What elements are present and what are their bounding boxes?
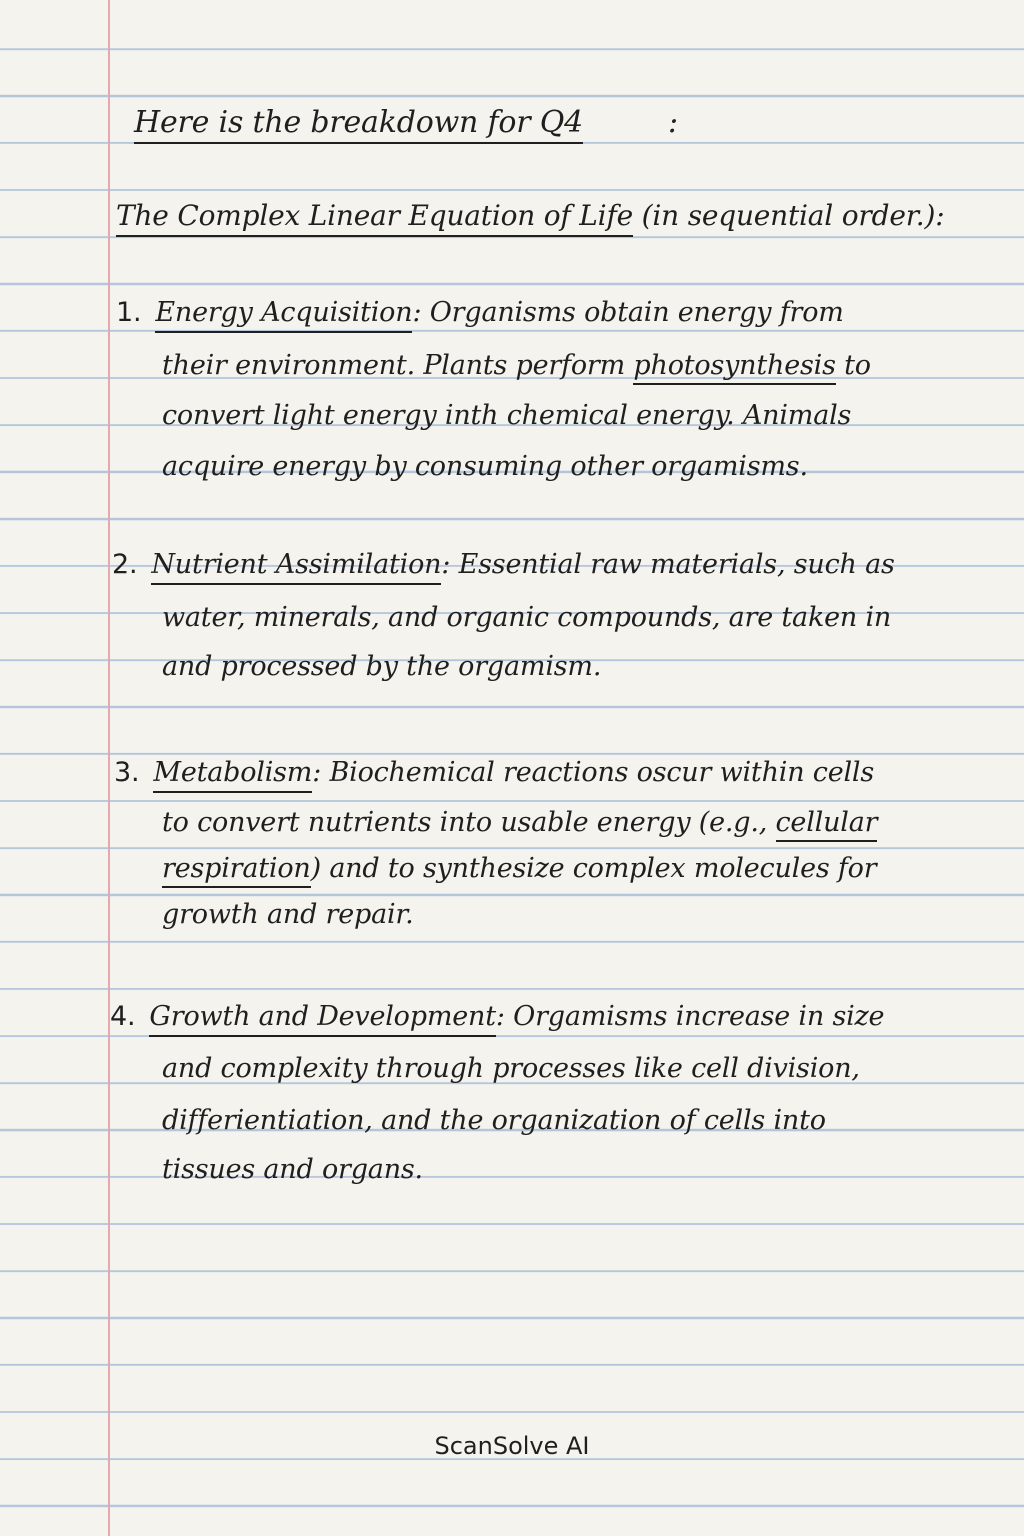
item-4-line-3: differientiation, and the organization of cells into xyxy=(162,1105,826,1136)
item-1-number: 1. xyxy=(116,297,142,328)
page-title-colon: : xyxy=(668,105,678,140)
item-3-highlight-a: cellular xyxy=(776,807,878,842)
item-1-line-2-before: their environment. Plants perform xyxy=(162,350,634,381)
margin-line xyxy=(108,0,110,1536)
section-subtitle xyxy=(116,199,944,233)
item-3-line-3 xyxy=(162,852,876,886)
item-2-text: Essential raw materials, such as xyxy=(450,549,895,580)
item-2-line-3: and processed by the orgamism. xyxy=(162,651,602,682)
item-4-number: 4. xyxy=(110,1001,136,1032)
item-1-line-2-after: to xyxy=(835,350,871,381)
item-1-highlight: photosynthesis xyxy=(633,350,835,385)
item-2-colon: : xyxy=(441,549,451,580)
item-4-line-2: and complexity through processes like cell division, xyxy=(162,1053,860,1084)
item-1-line-4: acquire energy by consuming other orgamisms. xyxy=(162,451,808,482)
page-title: Here is the breakdown for Q4 xyxy=(134,106,583,144)
item-3-number: 3. xyxy=(114,757,140,788)
item-2-number: 2. xyxy=(112,549,138,580)
item-3-text: Biochemical reactions oscur within cells xyxy=(321,757,875,788)
item-3-line-3-after: ) and to synthesize complex molecules for xyxy=(310,853,877,884)
item-3-term: Metabolism xyxy=(153,757,312,793)
item-4-text: Orgamisms increase in size xyxy=(504,1001,885,1032)
item-1-text: Organisms obtain energy from xyxy=(421,297,844,328)
item-4-colon: : xyxy=(495,1001,505,1032)
subtitle-rest: (in sequential order.): xyxy=(632,199,945,232)
item-3-line-2 xyxy=(162,806,877,840)
item-1-colon: : xyxy=(412,297,422,328)
footer-brand: ScanSolve AI xyxy=(434,1432,590,1460)
item-4-term: Growth and Development xyxy=(149,1001,495,1037)
item-4-line-4: tissues and organs. xyxy=(162,1154,423,1185)
item-2-line-2: water, minerals, and organic compounds, are taken in xyxy=(162,602,892,633)
item-3-line-1 xyxy=(114,756,874,790)
subtitle-underlined: The Complex Linear Equation of Life xyxy=(116,199,633,237)
item-3-highlight-b: respiration xyxy=(162,853,311,888)
item-1-line-1 xyxy=(116,296,844,330)
item-1-line-3: convert light energy inth chemical energy. Animals xyxy=(162,400,852,431)
item-3-line-2-before: to convert nutrients into usable energy (e.g., xyxy=(162,807,776,838)
item-1-term: Energy Acquisition xyxy=(155,297,412,333)
item-3-colon: : xyxy=(312,757,322,788)
item-2-line-1 xyxy=(112,548,895,582)
item-4-line-1 xyxy=(110,1000,884,1034)
item-3-line-4: growth and repair. xyxy=(162,899,414,930)
item-2-term: Nutrient Assimilation xyxy=(151,549,441,585)
item-1-line-2 xyxy=(162,349,871,383)
